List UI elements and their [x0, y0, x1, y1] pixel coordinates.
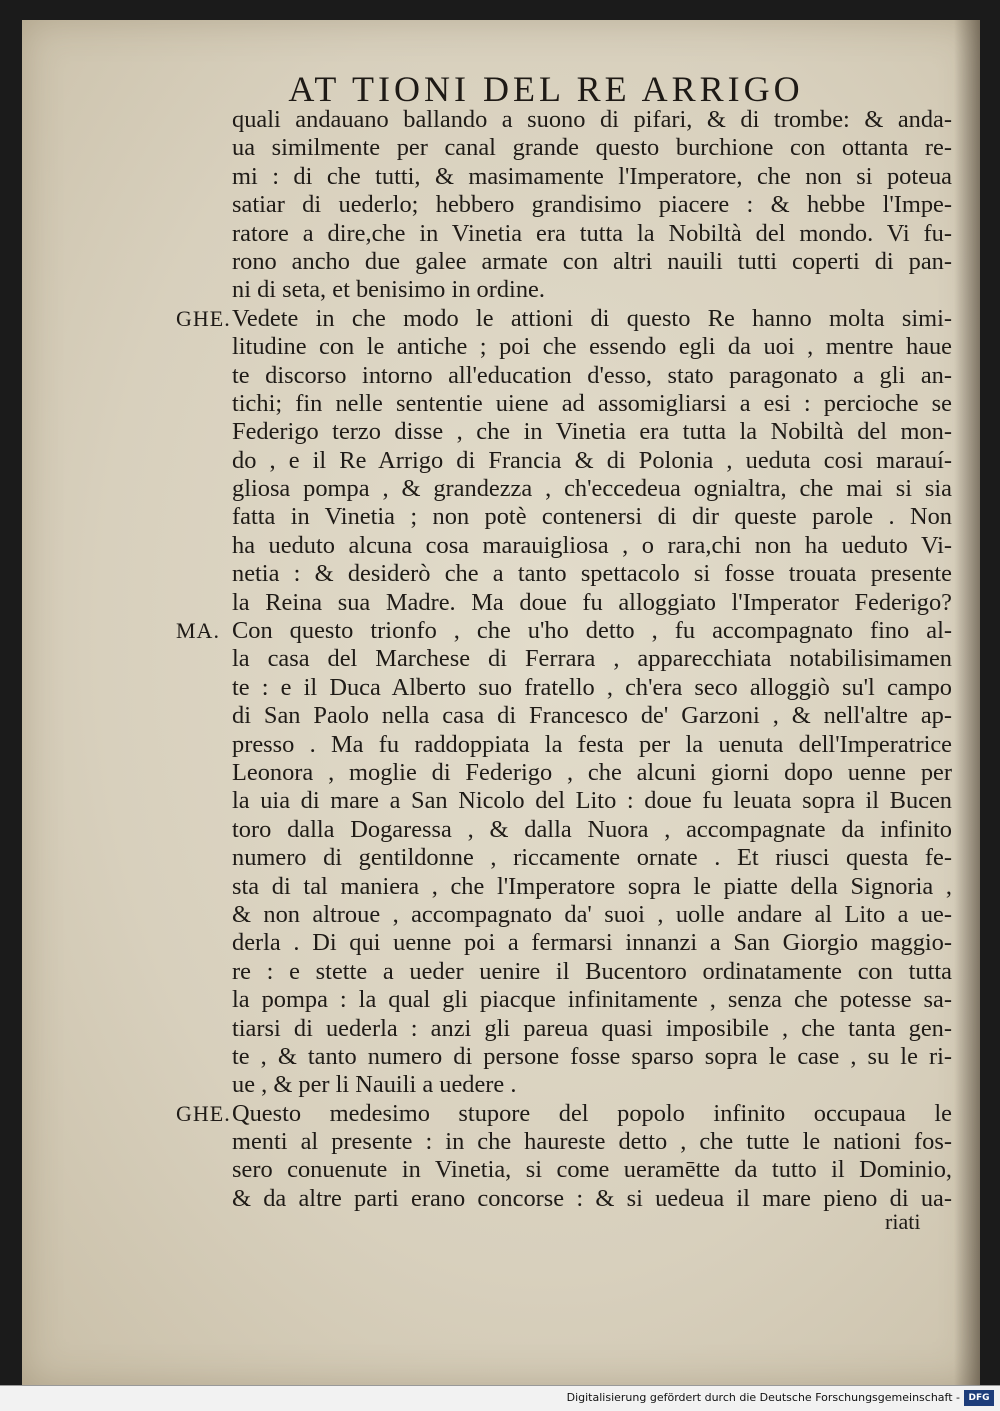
- text-line: [232, 873, 952, 901]
- page-gutter-shadow: [954, 20, 980, 1386]
- line-text: mi : di che tutti, & masimamente l'Imperatore, che non si poteua: [232, 162, 952, 190]
- text-line: [232, 702, 952, 730]
- text-line: [232, 674, 952, 702]
- line-text: la casa del Marchese di Ferrara , apparecchiata notabilisimamen: [232, 645, 952, 673]
- text-line: [232, 134, 952, 162]
- line-text: la uia di mare a San Nicolo del Lito : doue fu leuata sopra il Bucen: [232, 787, 952, 815]
- text-line: [232, 645, 952, 673]
- line-text: do , e il Re Arrigo di Francia & di Polonia , ueduta cosi marauí-: [232, 446, 952, 474]
- line-text: & da altre parti erano concorse : & si uedeua il mare pieno di ua-: [232, 1184, 952, 1212]
- text-line: [232, 929, 952, 957]
- line-text: menti al presente : in che haureste detto , che tutte le nationi fos-: [232, 1128, 952, 1156]
- line-text: re : e stette a ueder uenire il Bucentoro ordinatamente con tutta: [232, 957, 952, 985]
- line-text: sero conuenute in Vinetia, si come ueramētte da tutto il Dominio,: [232, 1156, 952, 1184]
- line-text: te : e il Duca Alberto suo fratello , ch'era seco alloggiò su'l campo: [232, 673, 952, 701]
- text-line: [232, 901, 952, 929]
- text-line: [232, 475, 952, 503]
- line-text: te , & tanto numero di persone fosse sparso sopra le case , su le ri-: [232, 1042, 952, 1070]
- line-text: Federigo terzo disse , che in Vinetia era tutta la Nobiltà del mon-: [232, 418, 952, 446]
- text-line: [232, 191, 952, 219]
- line-text: quali andauano ballando a suono di pifari, & di trombe: & anda-: [232, 106, 952, 133]
- text-line: [232, 958, 952, 986]
- line-text: & non altroue , accompagnato da' suoi , uolle andare al Lito a ue-: [232, 900, 952, 928]
- line-text: te discorso intorno all'education d'esso, stato paragonato a gli an-: [232, 361, 952, 389]
- line-text: Con questo trionfo , che u'ho detto , fu accompagnato fino al-: [232, 617, 952, 645]
- line-text: di San Paolo nella casa di Francesco de' Garzoni , & nell'altre ap-: [232, 702, 952, 730]
- catchword: riati: [885, 1209, 921, 1234]
- text-line: [232, 1185, 952, 1213]
- text-line: [232, 220, 952, 248]
- line-text: sta di tal maniera , che l'Imperatore sopra le piatte della Signoria ,: [232, 872, 952, 900]
- line-text: litudine con le antiche ; poi che essendo egli da uoi , mentre haue: [232, 333, 952, 361]
- text-line: [232, 1043, 952, 1071]
- line-text: netia : & desiderò che a tanto spettacolo si fosse trouata presente: [232, 560, 952, 588]
- line-text: la pompa : la qual gli piacque infinitamente , senza che potesse sa-: [232, 986, 952, 1014]
- text-line: [232, 276, 952, 304]
- book-page: [22, 20, 980, 1386]
- line-text: derla . Di qui uenne poi a fermarsi innanzi a San Giorgio maggio-: [232, 929, 952, 957]
- footer-bar: [0, 1385, 1000, 1411]
- line-text: tiarsi di uederla : anzi gli pareua quasi imposibile , che tanta gen-: [232, 1014, 952, 1042]
- line-text: ni di seta, et benisimo in ordine.: [232, 276, 545, 304]
- text-line: [232, 844, 952, 872]
- footer-credit: Digitalisierung gefördert durch die Deutsche Forschungsgemeinschaft -: [566, 1391, 960, 1404]
- text-line: [232, 787, 952, 815]
- line-text: Questo medesimo stupore del popolo infinito occupaua le: [232, 1099, 952, 1127]
- text-line: [232, 1015, 952, 1043]
- line-text: ua similmente per canal grande questo burchione con ottanta re-: [232, 134, 952, 162]
- text-line: [232, 248, 952, 276]
- speaker-label: GHE.: [176, 1100, 231, 1126]
- text-line: [232, 1128, 952, 1156]
- text-line: [232, 362, 952, 390]
- text-line: [176, 617, 952, 645]
- text-line: [232, 560, 952, 588]
- line-text: ue , & per li Nauili a uedere .: [232, 1071, 517, 1099]
- line-text: numero di gentildonne , riccamente ornate . Et riusci questa fe-: [232, 844, 952, 872]
- line-text: rono ancho due galee armate con altri nauili tutti coperti di pan-: [232, 247, 952, 275]
- speaker-label: MA.: [176, 618, 220, 644]
- text-line: [232, 447, 952, 475]
- line-text: ha ueduto alcuna cosa marauigliosa , o rara,chi non ha ueduto Vi-: [232, 531, 952, 559]
- line-text: Leonora , moglie di Federigo , che alcuni giorni dopo uenne per: [232, 758, 952, 786]
- line-text: la Reina sua Madre. Ma doue fu alloggiato l'Imperator Federigo?: [232, 588, 952, 616]
- text-line: [232, 816, 952, 844]
- text-line: [232, 333, 952, 361]
- text-line: [232, 532, 952, 560]
- text-line: [176, 304, 952, 333]
- line-text: gliosa pompa , & grandezza , ch'eccedeua ognialtra, che mai si sia: [232, 475, 952, 503]
- line-text: satiar di uederlo; hebbero grandisimo piacere : & hebbe l'Impe-: [232, 191, 952, 219]
- speaker-label: GHE.: [176, 305, 231, 331]
- text-line: [232, 986, 952, 1014]
- text-line: [176, 1099, 952, 1128]
- text-line: [232, 106, 952, 134]
- line-text: ratore a dire,che in Vinetia era tutta la Nobiltà del mondo. Vi fu-: [232, 219, 952, 247]
- text-line: [232, 731, 952, 759]
- text-line: [232, 418, 952, 446]
- text-line: [232, 589, 952, 617]
- dfg-logo: DFG: [964, 1390, 994, 1406]
- text-line: [232, 1071, 952, 1099]
- line-text: presso . Ma fu raddoppiata la festa per la uenuta dell'Imperatrice: [232, 730, 952, 758]
- text-line: [232, 503, 952, 531]
- text-block: [176, 106, 952, 1213]
- running-head: AT TIONI DEL RE ARRIGO: [288, 69, 804, 109]
- line-text: toro dalla Dogaressa , & dalla Nuora , accompagnate da infinito: [232, 815, 952, 843]
- text-line: [232, 759, 952, 787]
- line-text: Vedete in che modo le attioni di questo Re hanno molta simi-: [232, 304, 952, 332]
- text-line: [232, 163, 952, 191]
- text-line: [232, 390, 952, 418]
- line-text: tichi; fin nelle sententie uiene ad assomigliarsi a esi : percioche se: [232, 389, 952, 417]
- text-line: [232, 1156, 952, 1184]
- line-text: fatta in Vinetia ; non potè contenersi di dir queste parole . Non: [232, 503, 952, 531]
